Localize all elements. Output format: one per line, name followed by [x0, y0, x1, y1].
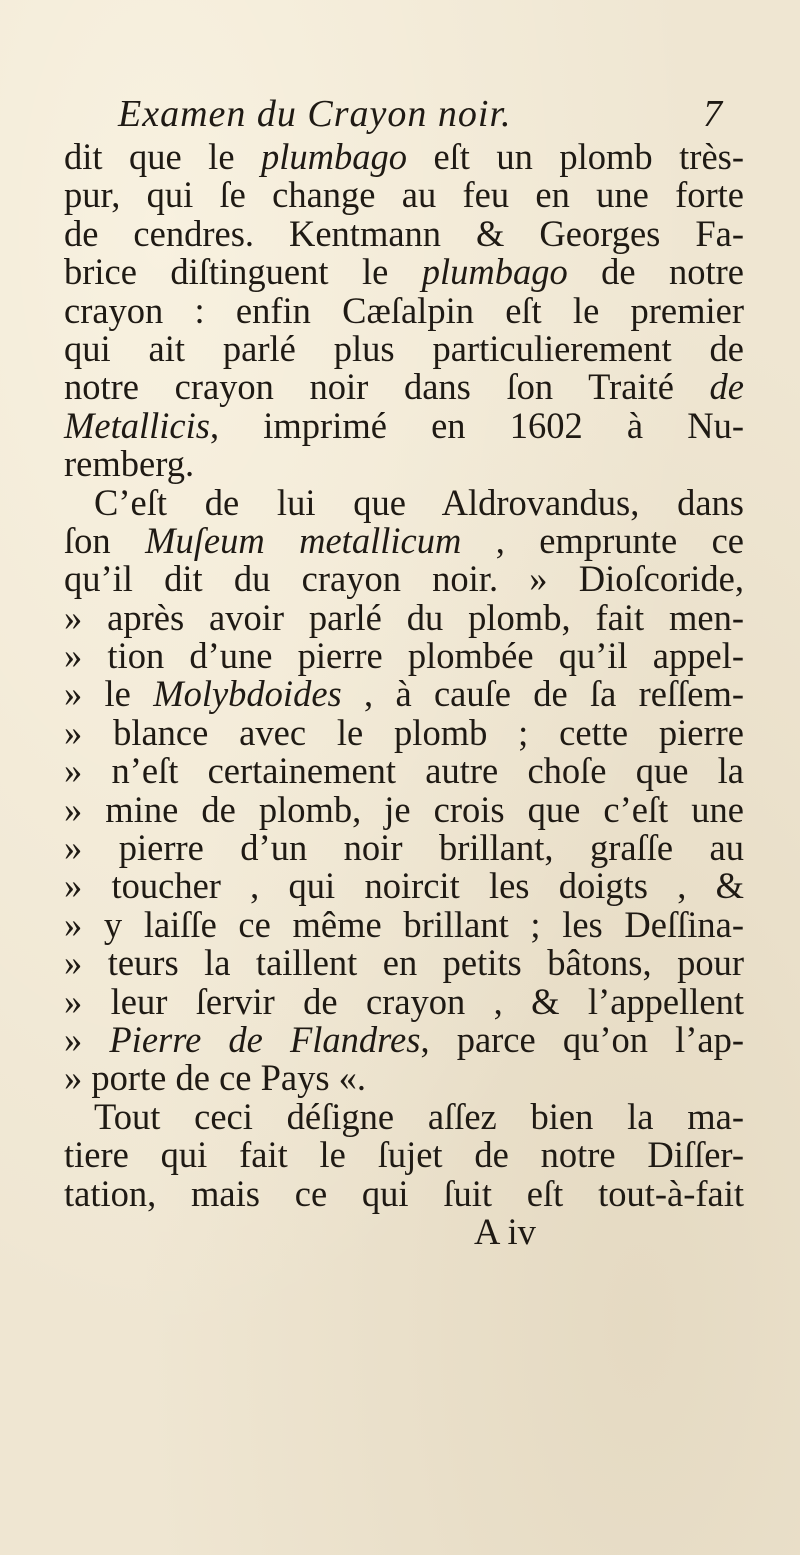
text-run: tation, mais ce qui ſuit eſt tout-à-fait: [64, 1172, 744, 1214]
text-run: » y laiſſe ce même brillant ; les Deſſina-: [64, 903, 744, 945]
text-line: [64, 1172, 744, 1214]
text-line: [64, 327, 744, 369]
italic-text: de: [709, 366, 744, 408]
text-run: » après avoir parlé du plomb, fait men-: [64, 596, 744, 638]
text-run: , imprimé en 1602 à Nu-: [209, 404, 744, 446]
text-run: » porte de ce Pays «.: [64, 1057, 367, 1099]
text-run: qu’il dit du crayon noir. » Dioſcoride,: [64, 558, 744, 600]
text-run: Tout ceci déſigne aſſez bien la ma-: [94, 1095, 744, 1137]
text-run: tiere qui fait le ſujet de notre Diſſer-: [64, 1134, 744, 1176]
page-header: [0, 88, 800, 140]
text-run: pur, qui ſe change au feu en une forte: [64, 174, 744, 216]
text-line: [64, 481, 744, 523]
text-line: [64, 176, 744, 214]
body-text: [64, 138, 744, 1251]
text-line: [64, 212, 744, 254]
italic-text: Metallicis: [64, 404, 210, 446]
text-run: notre crayon noir dans ſon Traité: [64, 366, 710, 408]
text-run: , à cauſe de ſa reſſem-: [341, 673, 744, 715]
italic-text: Pierre de Flandres: [109, 1018, 421, 1060]
text-run: de notre: [567, 251, 744, 293]
text-line: [64, 1018, 745, 1060]
text-line: [64, 867, 744, 905]
text-line: [64, 253, 744, 291]
text-line: [64, 289, 744, 331]
text-run: remberg.: [64, 443, 195, 485]
text-run: crayon : enfin Cæſalpin eſt le premier: [64, 289, 744, 331]
text-run: » teurs la taillent en petits bâtons, pour: [64, 942, 744, 984]
text-run: A iv: [474, 1210, 536, 1252]
italic-text: plumbago: [421, 251, 568, 293]
text-line: [64, 829, 744, 867]
text-run: dit que le: [64, 136, 261, 177]
text-line: [64, 752, 744, 790]
text-line: [64, 711, 744, 753]
text-line: [64, 519, 744, 561]
text-line: [64, 596, 744, 638]
text-line: [64, 637, 744, 675]
text-run: » tion d’une pierre plombée qu’il appel-: [64, 635, 744, 677]
text-run: » mine de plomb, je crois que c’eſt une: [64, 788, 744, 830]
text-line: [64, 944, 744, 982]
text-run: » blance avec le plomb ; cette pierre: [64, 711, 744, 753]
italic-text: plumbago: [261, 136, 407, 177]
text-line: [64, 138, 744, 176]
text-run: de cendres. Kentmann & Georges Fa-: [64, 212, 744, 254]
text-line: [64, 445, 744, 483]
text-run: , emprunte ce: [461, 519, 744, 561]
text-line: [64, 560, 744, 598]
text-line: [64, 980, 744, 1022]
italic-text: Muſeum metallicum: [145, 519, 462, 561]
text-line: [64, 1059, 744, 1097]
signature-mark: [64, 1210, 744, 1252]
text-run: »: [64, 1018, 110, 1060]
text-line: [64, 404, 744, 446]
text-run: qui ait parlé plus particulierement de: [64, 327, 744, 369]
text-run: » leur ſervir de crayon , & l’appellent: [64, 980, 744, 1022]
text-run: » n’eſt certainement autre choſe que la: [64, 750, 744, 792]
text-line: [64, 675, 744, 713]
text-run: » toucher , qui noircit les doigts , &: [64, 865, 744, 907]
text-run: , parce qu’on l’ap-: [420, 1018, 745, 1060]
text-run: C’eſt de lui que Aldrovandus, dans: [94, 481, 744, 523]
text-run: » le: [64, 673, 154, 715]
text-run: brice diſtinguent le: [64, 251, 422, 293]
italic-text: Molybdoides: [153, 673, 342, 715]
text-line: [64, 788, 744, 830]
text-run: eſt un plomb très-: [407, 136, 745, 177]
text-line: [64, 368, 744, 406]
page-number: 7: [703, 93, 722, 135]
text-run: ſon: [64, 519, 146, 561]
text-line: [64, 1095, 744, 1137]
running-head: Examen du Crayon noir.: [118, 93, 512, 135]
text-line: [64, 903, 744, 945]
text-run: » pierre d’un noir brillant, graſſe au: [64, 827, 744, 869]
text-line: [64, 1136, 744, 1174]
